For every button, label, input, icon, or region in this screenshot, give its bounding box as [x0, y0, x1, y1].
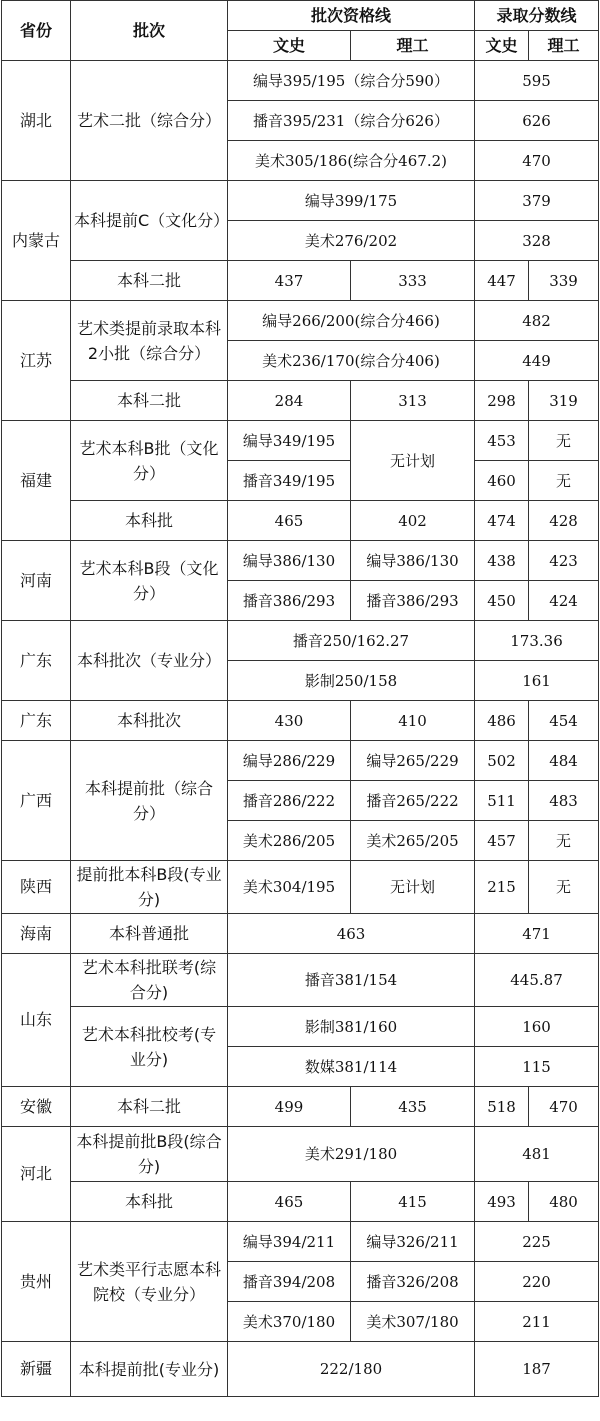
- province-cell: 陕西: [2, 861, 71, 914]
- admit-cell: 220: [475, 1262, 599, 1302]
- qualify-cell: 影制250/158: [228, 661, 475, 701]
- admit-wen-cell: 453: [475, 421, 529, 461]
- qualify-cell: 美术236/170(综合分406): [228, 341, 475, 381]
- qualify-cell: 影制381/160: [228, 1007, 475, 1047]
- admit-cell: 225: [475, 1222, 599, 1262]
- batch-cell: 本科提前批B段(综合分): [71, 1127, 228, 1182]
- qualify-wen-cell: 437: [228, 261, 351, 301]
- table-row: [2, 741, 599, 781]
- qualify-cell: 222/180: [228, 1342, 475, 1397]
- admit-li-cell: 无: [529, 861, 599, 914]
- admit-cell: 482: [475, 301, 599, 341]
- qualify-li-cell: 编导386/130: [351, 541, 475, 581]
- province-cell: 海南: [2, 914, 71, 954]
- province-cell: 山东: [2, 954, 71, 1087]
- admit-cell: 481: [475, 1127, 599, 1182]
- batch-cell: 艺术本科批校考(专业分): [71, 1007, 228, 1087]
- admit-cell: 161: [475, 661, 599, 701]
- admit-wen-cell: 474: [475, 501, 529, 541]
- qualify-li-cell: 435: [351, 1087, 475, 1127]
- batch-cell: 本科提前批(专业分): [71, 1342, 228, 1397]
- qualify-li-cell: 美术307/180: [351, 1302, 475, 1342]
- qualify-li-cell: 播音386/293: [351, 581, 475, 621]
- qualify-cell: 播音381/154: [228, 954, 475, 1007]
- admit-cell: 471: [475, 914, 599, 954]
- table-row: [2, 861, 599, 914]
- batch-cell: 艺术类平行志愿本科院校（专业分）: [71, 1222, 228, 1342]
- qualify-wen-cell: 美术304/195: [228, 861, 351, 914]
- province-cell: 安徽: [2, 1087, 71, 1127]
- admit-cell: 160: [475, 1007, 599, 1047]
- table-row: [2, 621, 599, 661]
- admit-wen-cell: 457: [475, 821, 529, 861]
- qualify-cell: 美术305/186(综合分467.2): [228, 141, 475, 181]
- qualify-cell: 播音395/231（综合分626）: [228, 101, 475, 141]
- qualify-li-cell: 313: [351, 381, 475, 421]
- admit-wen-cell: 518: [475, 1087, 529, 1127]
- batch-cell: 艺术本科B段（文化分）: [71, 541, 228, 621]
- table-row: [2, 701, 599, 741]
- province-cell: 河南: [2, 541, 71, 621]
- table-row: [2, 914, 599, 954]
- table-row: [2, 61, 599, 101]
- admit-li-cell: 470: [529, 1087, 599, 1127]
- table-row: [2, 261, 599, 301]
- qualify-li-cell: 无计划: [351, 421, 475, 501]
- admit-li-cell: 483: [529, 781, 599, 821]
- batch-cell: 提前批本科B段(专业分): [71, 861, 228, 914]
- qualify-li-cell: 410: [351, 701, 475, 741]
- table-row: [2, 1342, 599, 1397]
- batch-cell: 本科二批: [71, 1087, 228, 1127]
- qualify-wen-cell: 430: [228, 701, 351, 741]
- header-li: 理工: [351, 31, 475, 61]
- admit-wen-cell: 493: [475, 1182, 529, 1222]
- header-admit-wen: 文史: [475, 31, 529, 61]
- table-row: [2, 1182, 599, 1222]
- admit-li-cell: 424: [529, 581, 599, 621]
- admit-cell: 445.87: [475, 954, 599, 1007]
- table-row: [2, 954, 599, 1007]
- admit-li-cell: 423: [529, 541, 599, 581]
- admit-wen-cell: 511: [475, 781, 529, 821]
- qualify-wen-cell: 播音394/208: [228, 1262, 351, 1302]
- province-cell: 新疆: [2, 1342, 71, 1397]
- qualify-li-cell: 无计划: [351, 861, 475, 914]
- admit-li-cell: 无: [529, 461, 599, 501]
- admit-cell: 379: [475, 181, 599, 221]
- qualify-cell: 美术291/180: [228, 1127, 475, 1182]
- batch-cell: 艺术二批（综合分）: [71, 61, 228, 181]
- qualify-wen-cell: 编导386/130: [228, 541, 351, 581]
- qualify-wen-cell: 美术370/180: [228, 1302, 351, 1342]
- batch-cell: 本科二批: [71, 381, 228, 421]
- table-row: [2, 381, 599, 421]
- admit-cell: 328: [475, 221, 599, 261]
- admit-cell: 115: [475, 1047, 599, 1087]
- header-admit-li: 理工: [529, 31, 599, 61]
- admission-score-table: [1, 0, 599, 1397]
- qualify-wen-cell: 编导286/229: [228, 741, 351, 781]
- qualify-cell: 编导395/195（综合分590）: [228, 61, 475, 101]
- admit-wen-cell: 460: [475, 461, 529, 501]
- qualify-li-cell: 编导326/211: [351, 1222, 475, 1262]
- qualify-cell: 美术276/202: [228, 221, 475, 261]
- batch-cell: 本科二批: [71, 261, 228, 301]
- table-row: [2, 1007, 599, 1047]
- batch-cell: 艺术本科B批（文化分）: [71, 421, 228, 501]
- table-row: [2, 1222, 599, 1262]
- qualify-cell: 播音250/162.27: [228, 621, 475, 661]
- admit-li-cell: 454: [529, 701, 599, 741]
- admit-wen-cell: 447: [475, 261, 529, 301]
- qualify-wen-cell: 美术286/205: [228, 821, 351, 861]
- admit-wen-cell: 502: [475, 741, 529, 781]
- province-cell: 贵州: [2, 1222, 71, 1342]
- qualify-li-cell: 编导265/229: [351, 741, 475, 781]
- admit-wen-cell: 438: [475, 541, 529, 581]
- header-batch: 批次: [71, 1, 228, 61]
- province-cell: 福建: [2, 421, 71, 541]
- admit-cell: 211: [475, 1302, 599, 1342]
- admit-cell: 626: [475, 101, 599, 141]
- qualify-wen-cell: 播音286/222: [228, 781, 351, 821]
- batch-cell: 本科批: [71, 501, 228, 541]
- admit-wen-cell: 215: [475, 861, 529, 914]
- province-cell: 河北: [2, 1127, 71, 1222]
- admit-cell: 470: [475, 141, 599, 181]
- qualify-wen-cell: 播音386/293: [228, 581, 351, 621]
- batch-cell: 艺术本科批联考(综合分): [71, 954, 228, 1007]
- table-row: [2, 421, 599, 461]
- admit-wen-cell: 298: [475, 381, 529, 421]
- province-cell: 内蒙古: [2, 181, 71, 301]
- batch-cell: 本科批次: [71, 701, 228, 741]
- qualify-li-cell: 播音265/222: [351, 781, 475, 821]
- province-cell: 广东: [2, 701, 71, 741]
- province-cell: 江苏: [2, 301, 71, 421]
- admit-li-cell: 480: [529, 1182, 599, 1222]
- batch-cell: 本科批: [71, 1182, 228, 1222]
- qualify-wen-cell: 465: [228, 501, 351, 541]
- qualify-wen-cell: 499: [228, 1087, 351, 1127]
- qualify-wen-cell: 465: [228, 1182, 351, 1222]
- batch-cell: 本科提前批（综合分）: [71, 741, 228, 861]
- header-qualify-line: 批次资格线: [228, 1, 475, 31]
- qualify-cell: 编导399/175: [228, 181, 475, 221]
- table-row: [2, 501, 599, 541]
- admit-li-cell: 无: [529, 821, 599, 861]
- admit-wen-cell: 450: [475, 581, 529, 621]
- table-row: [2, 1087, 599, 1127]
- qualify-wen-cell: 编导394/211: [228, 1222, 351, 1262]
- admit-cell: 187: [475, 1342, 599, 1397]
- admit-li-cell: 484: [529, 741, 599, 781]
- admit-li-cell: 339: [529, 261, 599, 301]
- admit-li-cell: 319: [529, 381, 599, 421]
- batch-cell: 艺术类提前录取本科2小批（综合分）: [71, 301, 228, 381]
- admit-li-cell: 无: [529, 421, 599, 461]
- admit-wen-cell: 486: [475, 701, 529, 741]
- header-province: 省份: [2, 1, 71, 61]
- header-wen: 文史: [228, 31, 351, 61]
- province-cell: 广西: [2, 741, 71, 861]
- province-cell: 湖北: [2, 61, 71, 181]
- admit-cell: 173.36: [475, 621, 599, 661]
- qualify-li-cell: 415: [351, 1182, 475, 1222]
- table-row: [2, 541, 599, 581]
- qualify-wen-cell: 编导349/195: [228, 421, 351, 461]
- qualify-li-cell: 播音326/208: [351, 1262, 475, 1302]
- admit-li-cell: 428: [529, 501, 599, 541]
- admit-cell: 595: [475, 61, 599, 101]
- province-cell: 广东: [2, 621, 71, 701]
- header-admit-line: 录取分数线: [475, 1, 599, 31]
- admit-cell: 449: [475, 341, 599, 381]
- table-row: [2, 181, 599, 221]
- batch-cell: 本科批次（专业分）: [71, 621, 228, 701]
- qualify-wen-cell: 播音349/195: [228, 461, 351, 501]
- qualify-li-cell: 美术265/205: [351, 821, 475, 861]
- qualify-wen-cell: 284: [228, 381, 351, 421]
- qualify-cell: 编导266/200(综合分466): [228, 301, 475, 341]
- table-row: [2, 1127, 599, 1182]
- batch-cell: 本科普通批: [71, 914, 228, 954]
- qualify-cell: 463: [228, 914, 475, 954]
- table-row: [2, 301, 599, 341]
- qualify-li-cell: 402: [351, 501, 475, 541]
- qualify-cell: 数媒381/114: [228, 1047, 475, 1087]
- qualify-li-cell: 333: [351, 261, 475, 301]
- batch-cell: 本科提前C（文化分）: [71, 181, 228, 261]
